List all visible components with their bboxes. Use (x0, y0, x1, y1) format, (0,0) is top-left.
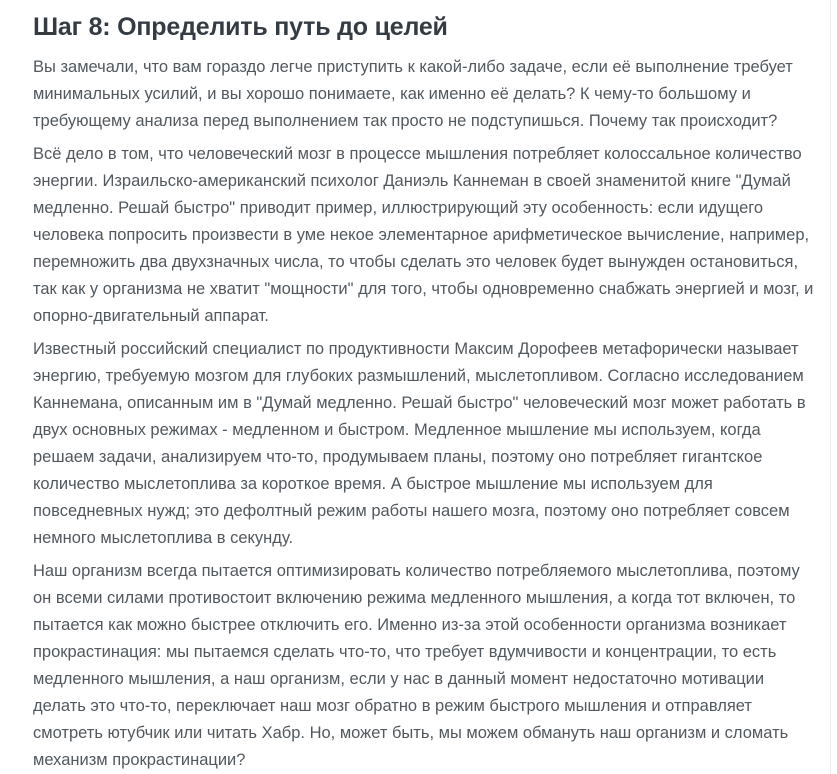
page-edge-divider (830, 0, 831, 774)
paragraph-intro: Вы замечали, что вам гораздо легче приступить к какой-либо задаче, если её выполнение требует минимальных усилий, и вы хорошо понимаете, как именно её делать? К чему-то большому и требующему анализа перед выполнением так просто не подступишься. Почему так происходит? (33, 58, 793, 130)
paragraph-dorofeev: Известный российский специалист по продуктивности Максим Дорофеев метафорически называет энергию, требуемую мозгом для глубоких размышлений, мыслетопливом. Согласно исследованием Каннемана, описанным им в "Думай медленно. Решай быстро" человеческий мозг может работать в двух основных режимах - медленном и быстром. Медленное мышление мы используем, когда решаем задачи, анализируем что-то, продумываем планы, поэтому оно потребляет гигантское количество мыслетоплива за короткое время. А быстрое мышление мы используем для повседневных нужд; это дефолтный режим работы нашего мозга, поэтому оно потребляет совсем немного мыслетоплива в секунду. (33, 340, 806, 547)
paragraph-kahneman: Всё дело в том, что человеческий мозг в процессе мышления потребляет колоссальное количество энергии. Израильско-американский психолог Даниэль Каннеман в своей знаменитой книге "Думай медленно. Решай быстро" приводит пример, иллюстрирующий эту особенность: если идущего человека попросить произвести в уме некое элементарное арифметическое вычисление, например, перемножить два двухзначных числа, то чтобы сделать это человек будет вынужден остановиться, так как у организма не хватит "мощности" для того, чтобы одновременно снабжать энергией и мозг, и опорно-двигательный аппарат. (33, 145, 814, 325)
paragraph-procrastination: Наш организм всегда пытается оптимизировать количество потребляемого мыслетоплива, поэтому он всеми силами противостоит включению режима медленного мышления, а когда тот включен, то пытается как можно быстрее отключить его. Именно из-за этой особенности организма возникает прокрастинация: мы пытаемся сделать что-то, что требует вдумчивости и концентрации, то есть медленного мышления, а наш организм, если у нас в данный момент недостаточно мотивации делать это что-то, переключает наш мозг обратно в режим быстрого мышления и отправляет смотреть ютубчик или читать Хабр. Но, может быть, мы можем обмануть наш организм и сломать механизм прокрастинации? (33, 562, 800, 769)
page-title: Шаг 8: Определить путь до целей (33, 13, 448, 41)
